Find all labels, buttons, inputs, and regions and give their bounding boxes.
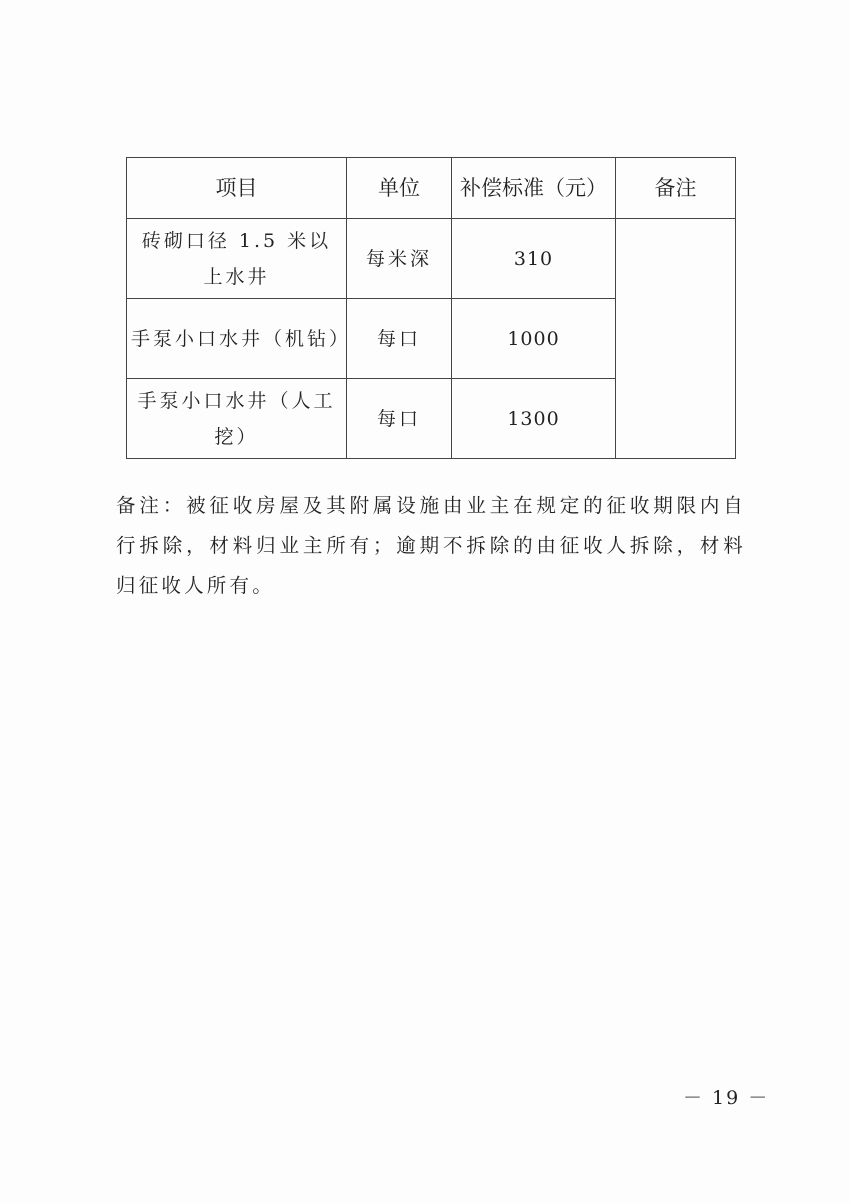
table-row [127,219,736,299]
table-header-row [127,158,736,219]
cell-item: 手泵小口水井（人工挖） [127,379,347,459]
header-item: 项目 [127,158,347,219]
page-number: － 19 － [683,1087,770,1109]
cell-standard: 1300 [452,379,616,459]
cell-unit: 每米深 [347,219,452,299]
cell-standard: 1000 [452,299,616,379]
cell-unit: 每口 [347,299,452,379]
cell-standard: 310 [452,219,616,299]
footnote-text: 备注：被征收房屋及其附属设施由业主在规定的征收期限内自行拆除，材料归业主所有；逾期不拆除的由征收人拆除，材料归征收人所有。 [116,493,746,597]
header-unit: 单位 [347,158,452,219]
cell-remark [616,219,736,459]
cell-item: 砖砌口径 1.5 米以上水井 [127,219,347,299]
header-remark: 备注 [616,158,736,219]
compensation-table [126,157,736,459]
cell-item: 手泵小口水井（机钻） [127,299,347,379]
cell-unit: 每口 [347,379,452,459]
header-standard: 补偿标准（元） [452,158,616,219]
